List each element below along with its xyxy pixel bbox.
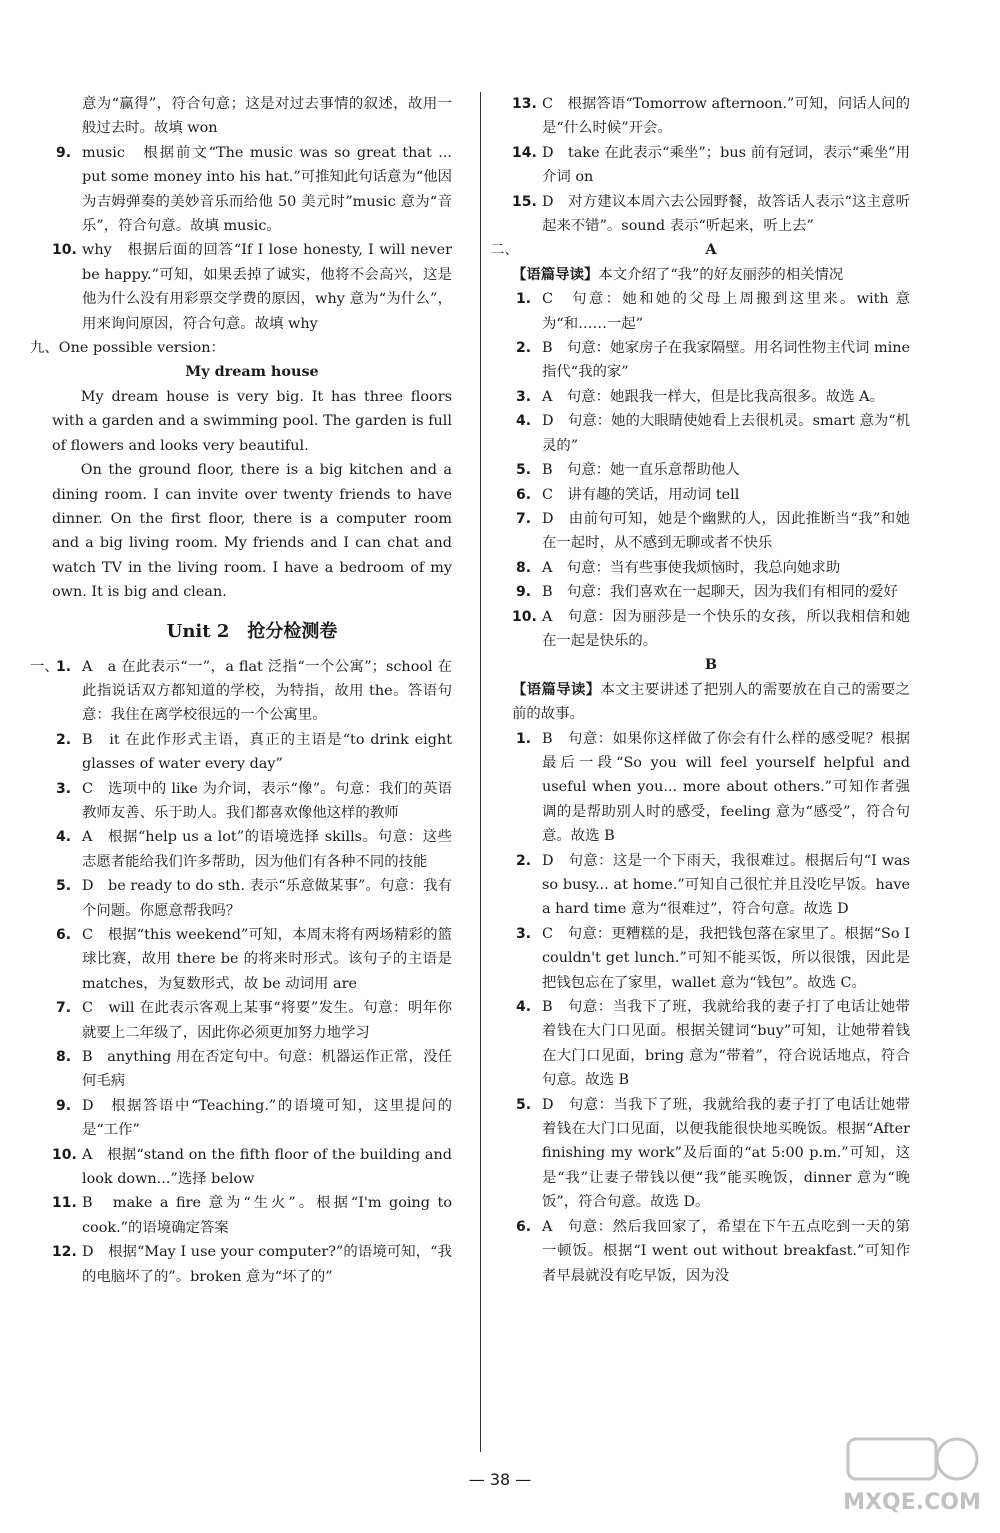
part-a-guide: 【语篇导读】本文介绍了“我”的好友丽莎的相关情况 xyxy=(512,265,844,283)
answer-item xyxy=(52,1143,452,1192)
answer-number: 4. xyxy=(516,999,532,1016)
answer-number: 5. xyxy=(516,462,532,479)
answer-item xyxy=(512,849,910,922)
answer-number: 9. xyxy=(516,584,532,601)
answer-text: D 根据答语中“Teaching.”的语境可知，这里提问的是“工作” xyxy=(82,1097,452,1139)
answer-text: C 讲有趣的笑话，用动词 tell xyxy=(542,486,740,503)
answer-text: C will 在此表示客观上某事“将要”发生。句意：明年你就要上二年级了，因此你必须更加努力地学习 xyxy=(82,1000,452,1041)
answer-text: music 根据前文“The music was so great that ... put some money into his hat.”可推知此句话意为“他因为吉姆弹奏的美妙音乐而给他 50 美元时”music 意为“音乐”，符合句意。故填 music。 xyxy=(82,144,452,235)
answer-item xyxy=(512,1215,910,1288)
watermark-logo xyxy=(842,1429,982,1519)
answer-text: C 句意：她和她的父母上周搬到这里来。with 意为“和……一起” xyxy=(542,291,910,332)
answer-number: 2. xyxy=(56,731,72,748)
answer-number: 15. xyxy=(512,193,537,210)
page-number: — 38 — xyxy=(468,1470,532,1489)
answer-item xyxy=(52,655,452,728)
answer-text: C 选项中的 like 为介词，表示“像”。句意：我们的英语教师友善、乐于助人。我们都喜欢像他这样的教师 xyxy=(82,780,452,821)
answer-item xyxy=(52,1094,452,1143)
answer-item xyxy=(52,825,452,874)
part-a-answers xyxy=(512,287,910,653)
answer-text: A 句意：然后我回家了，希望在下午五点吃到一天的第一顿饭。根据“I went out without breakfast.”可知作者早晨就没有吃早饭，因为没 xyxy=(542,1218,910,1284)
essay-paragraph: On the ground floor, there is a big kitchen and a dining room. I can invite over twenty friends to have dinner. On the first floor, there is a computer room and a big living room. My friends and I can chat and watch TV in the living room. I have a bedroom of my own. It is big and clean. xyxy=(52,462,452,601)
answer-number: 9. xyxy=(56,144,72,161)
answer-number: 7. xyxy=(56,1000,72,1017)
section-one-answers xyxy=(30,655,452,1290)
answer-text: D 句意：她的大眼睛使她看上去很机灵。smart 意为“机灵的” xyxy=(542,413,910,454)
section-nine-heading: 九、One possible version： xyxy=(30,340,225,357)
answer-item xyxy=(52,1240,452,1289)
answer-item xyxy=(52,923,452,996)
answer-item xyxy=(512,190,910,239)
answer-item xyxy=(52,874,452,923)
answer-number: 10. xyxy=(52,1146,77,1163)
answer-number: 4. xyxy=(56,829,72,846)
answer-text: B 句意：如果你这样做了你会有什么样的感受呢？根据最后一段“So you will feel yourself helpful and useful when you... more about others.”可知作者强调的是帮助别人时的感受，feeling 意为“感受”，符合句意。故选 B xyxy=(542,730,910,845)
answer-text: B make a fire 意为“生火”。根据“I'm going to cook.”的语境确定答案 xyxy=(82,1195,452,1236)
answer-number: 12. xyxy=(52,1244,77,1261)
part-a-label: A xyxy=(705,241,717,259)
answer-item xyxy=(512,385,910,409)
section-one-number: 一、 xyxy=(30,658,59,675)
unit-title: Unit 2 抢分检测卷 xyxy=(166,620,338,642)
answer-number: 3. xyxy=(516,925,532,942)
part-b-answers xyxy=(512,727,910,1288)
answer-text: D 句意：这是一个下雨天，我很难过。根据后句“I was so busy... at home.”可知自己很忙并且没吃早饭。have a hard time 意为“很难过”，符合句意。故选 D xyxy=(542,852,910,918)
answer-text: D 根据“May I use your computer?”的语境可知，“我的电脑坏了的”。broken 意为“坏了的” xyxy=(82,1244,452,1285)
answer-item xyxy=(52,238,452,336)
answer-item xyxy=(512,287,910,336)
answer-number: 5. xyxy=(56,878,72,895)
answer-text: D 对方建议本周六去公园野餐，故答话人表示“这主意听起来不错”。sound 表示“听起来，听上去” xyxy=(542,193,910,235)
right-column xyxy=(490,92,910,1288)
answer-number: 8. xyxy=(56,1049,72,1066)
answer-item xyxy=(512,507,910,556)
answer-text: C 根据“this weekend”可知，本周末将有两场精彩的篮球比赛，故用 there be 的将来时形式。该句子的主语是 matches，为复数形式，故 be 动词用 are xyxy=(82,927,452,992)
answer-number: 9. xyxy=(56,1097,72,1114)
answer-number: 11. xyxy=(52,1195,77,1212)
answer-number: 4. xyxy=(516,413,532,430)
left-column xyxy=(30,92,452,1289)
answer-text: C 句意：更糟糕的是，我把钱包落在家里了。根据“So I couldn't get lunch.”可知不能买饭，所以很饿，因此是把钱包忘在了家里，wallet 意为“钱包”。故选 C。 xyxy=(542,925,910,991)
answer-item xyxy=(512,922,910,995)
answer-item xyxy=(512,141,910,190)
answer-number: 1. xyxy=(516,291,532,308)
answer-item xyxy=(52,1045,452,1094)
answer-item xyxy=(512,458,910,482)
answer-item xyxy=(52,728,452,777)
answer-text: A 句意：因为丽莎是一个快乐的女孩，所以我相信和她在一起是快乐的。 xyxy=(542,608,910,649)
answer-number: 7. xyxy=(516,510,532,527)
answer-text: A 根据“help us a lot”的语境选择 skills。句意：这些志愿者能给我们许多帮助，因为他们有各种不同的技能 xyxy=(82,829,452,870)
watermark-text: MXQE.COM xyxy=(843,1490,981,1515)
part-b-guide: 【语篇导读】本文主要讲述了把别人的需要放在自己的需要之前的故事。 xyxy=(512,680,910,723)
answer-item xyxy=(512,1093,910,1215)
answer-item xyxy=(512,556,910,580)
answer-number: 2. xyxy=(516,340,532,357)
answer-number: 14. xyxy=(512,144,537,161)
answer-number: 3. xyxy=(56,780,72,797)
answer-item xyxy=(52,141,452,239)
answer-text: B 句意：我们喜欢在一起聊天，因为我们有相同的爱好 xyxy=(542,584,898,601)
answer-number: 10. xyxy=(52,242,77,259)
answer-item xyxy=(52,1191,452,1240)
answer-item xyxy=(512,336,910,385)
part-b-label: B xyxy=(704,656,718,674)
answer-text: B it 在此作形式主语，真正的主语是“to drink eight glasses of water every day” xyxy=(82,731,452,773)
answer-item xyxy=(512,483,910,507)
answer-item xyxy=(512,995,910,1093)
answer-text: D be ready to do sth. 表示“乐意做某事”。句意：我有个问题。你愿意帮我吗？ xyxy=(82,878,452,919)
answer-number: 6. xyxy=(516,486,532,503)
answer-number: 3. xyxy=(516,388,532,405)
answer-text: B 句意：她一直乐意帮助他人 xyxy=(542,462,740,479)
essay-body xyxy=(52,385,452,605)
essay-title: My dream house xyxy=(185,363,319,381)
answer-number: 6. xyxy=(56,927,72,943)
answer-text: B anything 用在否定句中。句意：机器运作正常，没任何毛病 xyxy=(82,1049,452,1090)
answer-text: 意为“赢得”，符合句意；这是对过去事情的叙述，故用一般过去时。故填 won xyxy=(82,96,452,137)
answer-item xyxy=(512,727,910,849)
answer-text: B 句意：当我下了班，我就给我的妻子打了电话让她带着钱在大门口见面。根据关键词“buy”可知，让她带着钱在大门口见面，bring 意为“带着”，符合说话地点，符合句意。故选 B xyxy=(542,999,910,1089)
answer-text: A 句意：当有些事使我烦恼时，我总向她求助 xyxy=(542,559,841,576)
answer-item xyxy=(512,409,910,458)
left-answers-top xyxy=(52,92,452,336)
answer-text: D take 在此表示“乘坐”；bus 前有冠词，表示“乘坐”用介词 on xyxy=(542,144,910,186)
answer-text: why 根据后面的回答“If I lose honesty, I will never be happy.”可知，如果丢掉了诚实，他将不会高兴，这是他为什么没有用彩票交学费的原因，why 意为“为什么”，用来询问原因，符合句意。故填 why xyxy=(82,242,452,332)
answer-text: A a 在此表示“一”，a flat 泛指“一个公寓”；school 在此指说话双方都知道的学校，为特指，故用 the。答语句意：我住在离学校很远的一个公寓里。 xyxy=(82,658,452,724)
answer-item xyxy=(52,996,452,1045)
right-answers-top xyxy=(512,92,910,238)
answer-text: C 根据答语“Tomorrow afternoon.”可知，问话人问的是“什么时候”开会。 xyxy=(542,96,910,137)
answer-number: 13. xyxy=(512,96,537,112)
answer-number: 1. xyxy=(56,658,72,675)
answer-text: B 句意：她家房子在我家隔壁。用名词性物主代词 mine 指代“我的家” xyxy=(542,340,910,381)
answer-number: 2. xyxy=(516,852,532,869)
answer-number: 5. xyxy=(516,1096,532,1113)
answer-item xyxy=(52,777,452,826)
essay-paragraph: My dream house is very big. It has three floors with a garden and a swimming pool. The garden is full of flowers and looks very beautiful. xyxy=(52,388,452,454)
answer-number: 8. xyxy=(516,559,532,576)
answer-text: A 句意：她跟我一样大，但是比我高很多。故选 A。 xyxy=(542,388,884,405)
answer-item xyxy=(512,92,910,141)
answer-number: 10. xyxy=(512,608,537,625)
answer-item xyxy=(512,605,910,654)
answer-text: D 由前句可知，她是个幽默的人，因此推断当“我”和她在一起时，从不感到无聊或者不快乐 xyxy=(542,510,910,552)
answer-text: D 句意：当我下了班，我就给我的妻子打了电话让她带着钱在大门口见面，以便我能很快地买晚饭。根据“After finishing my work”及后面的“at 5:00 p.m.”可知，这是“我”让妻子带钱以便“我”能买晚饭，dinner 意为“晚饭”，符合句意。故选 D。 xyxy=(542,1096,910,1211)
answer-item xyxy=(512,580,910,604)
section-two-heading: 二、 A xyxy=(512,238,910,262)
answer-number: 6. xyxy=(516,1218,532,1235)
answer-text: A 根据“stand on the fifth floor of the building and look down...”选择 below xyxy=(82,1146,452,1188)
column-divider xyxy=(480,92,481,1452)
answer-item xyxy=(52,92,452,141)
answer-number: 1. xyxy=(516,730,532,747)
